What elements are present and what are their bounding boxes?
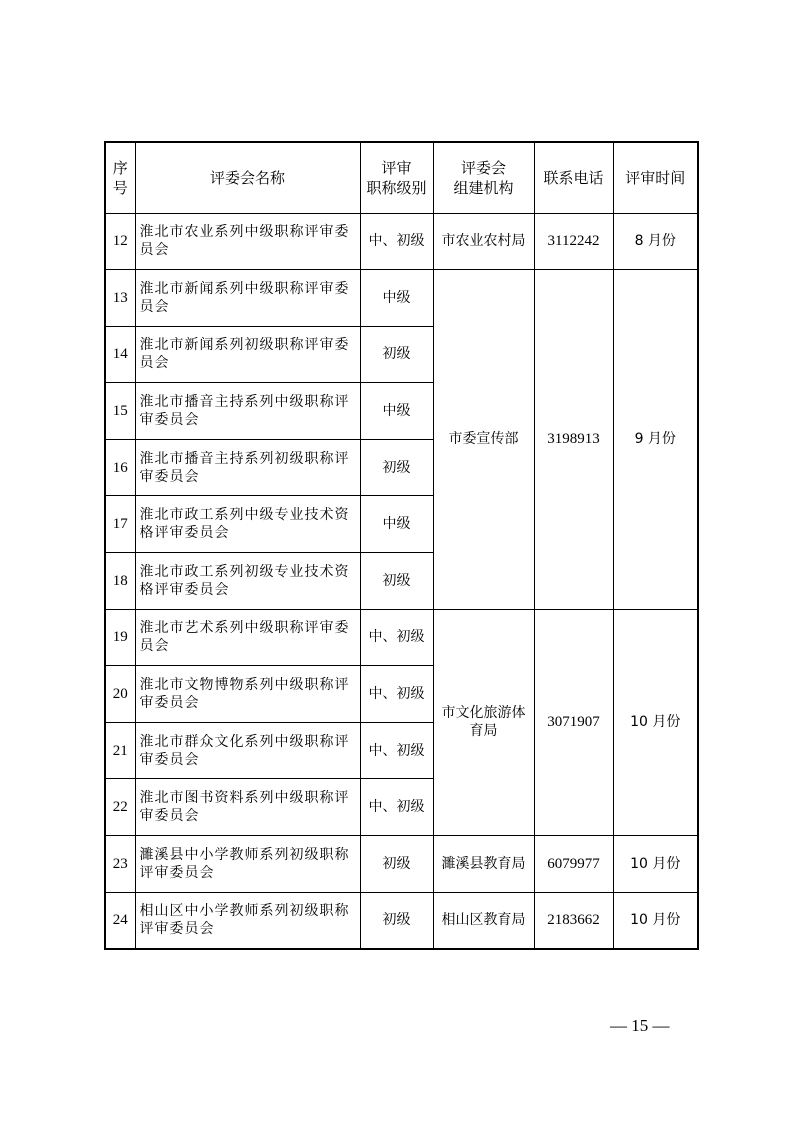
cell-org: 相山区教育局 <box>433 892 534 949</box>
cell-time: 8 月份 <box>613 213 698 270</box>
cell-name: 淮北市图书资料系列中级职称评审委员会 <box>135 779 360 836</box>
cell-seq: 16 <box>105 439 135 496</box>
cell-level: 中、初级 <box>360 666 433 723</box>
cell-level: 初级 <box>360 836 433 893</box>
cell-time: 9 月份 <box>613 270 698 610</box>
cell-time: 10 月份 <box>613 609 698 835</box>
cell-phone: 2183662 <box>534 892 613 949</box>
cell-phone: 3112242 <box>534 213 613 270</box>
table-row <box>105 892 698 949</box>
cell-seq: 14 <box>105 326 135 383</box>
cell-level: 中级 <box>360 270 433 327</box>
page-number: — 15 — <box>610 1016 670 1035</box>
cell-seq: 24 <box>105 892 135 949</box>
cell-name: 淮北市政工系列初级专业技术资格评审委员会 <box>135 553 360 610</box>
cell-level: 中、初级 <box>360 609 433 666</box>
cell-name: 淮北市文物博物系列中级职称评审委员会 <box>135 666 360 723</box>
table-row <box>105 270 698 327</box>
header-seq: 序 号 <box>105 142 135 213</box>
cell-seq: 13 <box>105 270 135 327</box>
header-level: 评审 职称级别 <box>360 142 433 213</box>
cell-seq: 15 <box>105 383 135 440</box>
cell-seq: 17 <box>105 496 135 553</box>
cell-level: 中级 <box>360 496 433 553</box>
cell-name: 相山区中小学教师系列初级职称评审委员会 <box>135 892 360 949</box>
cell-name: 淮北市新闻系列中级职称评审委员会 <box>135 270 360 327</box>
cell-seq: 21 <box>105 722 135 779</box>
cell-name: 淮北市播音主持系列初级职称评审委员会 <box>135 439 360 496</box>
cell-seq: 23 <box>105 836 135 893</box>
header-time: 评审时间 <box>613 142 698 213</box>
cell-name: 濉溪县中小学教师系列初级职称评审委员会 <box>135 836 360 893</box>
cell-time: 10 月份 <box>613 892 698 949</box>
cell-name: 淮北市政工系列中级专业技术资格评审委员会 <box>135 496 360 553</box>
cell-level: 初级 <box>360 326 433 383</box>
cell-name: 淮北市新闻系列初级职称评审委员会 <box>135 326 360 383</box>
cell-phone: 6079977 <box>534 836 613 893</box>
cell-level: 初级 <box>360 892 433 949</box>
cell-org: 市文化旅游体育局 <box>433 609 534 835</box>
cell-level: 中、初级 <box>360 779 433 836</box>
cell-phone: 3071907 <box>534 609 613 835</box>
cell-name: 淮北市艺术系列中级职称评审委员会 <box>135 609 360 666</box>
cell-name: 淮北市群众文化系列中级职称评审委员会 <box>135 722 360 779</box>
table-header-row <box>105 142 698 213</box>
table-row <box>105 213 698 270</box>
header-name: 评委会名称 <box>135 142 360 213</box>
header-phone: 联系电话 <box>534 142 613 213</box>
cell-seq: 20 <box>105 666 135 723</box>
table-row <box>105 609 698 666</box>
cell-org: 濉溪县教育局 <box>433 836 534 893</box>
cell-level: 初级 <box>360 439 433 496</box>
cell-level: 中级 <box>360 383 433 440</box>
cell-time: 10 月份 <box>613 836 698 893</box>
cell-seq: 18 <box>105 553 135 610</box>
cell-seq: 22 <box>105 779 135 836</box>
cell-level: 中、初级 <box>360 722 433 779</box>
header-org: 评委会 组建机构 <box>433 142 534 213</box>
cell-name: 淮北市农业系列中级职称评审委员会 <box>135 213 360 270</box>
cell-seq: 12 <box>105 213 135 270</box>
cell-level: 中、初级 <box>360 213 433 270</box>
cell-name: 淮北市播音主持系列中级职称评审委员会 <box>135 383 360 440</box>
cell-phone: 3198913 <box>534 270 613 610</box>
cell-org: 市农业农村局 <box>433 213 534 270</box>
cell-org: 市委宣传部 <box>433 270 534 610</box>
cell-seq: 19 <box>105 609 135 666</box>
table-row <box>105 836 698 893</box>
review-committee-table <box>104 141 699 950</box>
cell-level: 初级 <box>360 553 433 610</box>
